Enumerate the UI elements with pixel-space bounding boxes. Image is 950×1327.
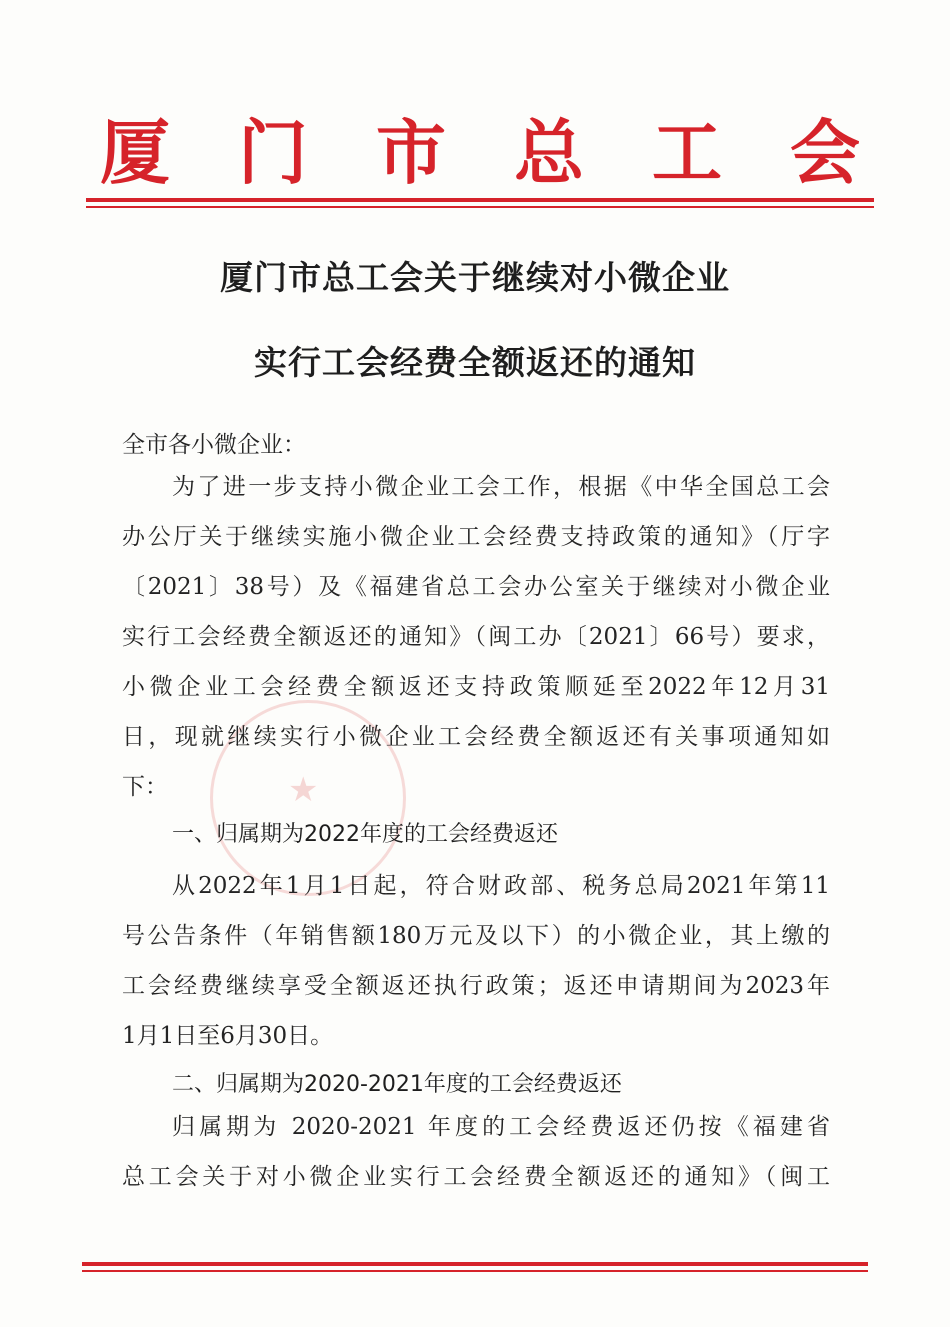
paragraph-line: 日，现就继续实行小微企业工会经费全额返还有关事项通知如 [122, 724, 830, 750]
paragraph-line: 总工会关于对小微企业实行工会经费全额返还的通知》（闽工 [122, 1164, 830, 1190]
paragraph-line: 实行工会经费全额返还的通知》（闽工办〔2021〕66号）要求， [122, 624, 830, 650]
letterhead-rule-thin [86, 206, 874, 208]
paragraph-line: 工会经费继续享受全额返还执行政策；返还申请期间为2023年 [122, 973, 830, 999]
footer-rule-thick [82, 1262, 868, 1266]
letterhead-char: 总 [514, 111, 584, 194]
paragraph-line: 办公厅关于继续实施小微企业工会经费支持政策的通知》（厅字 [122, 524, 830, 550]
paragraph-line: 从2022年1月1日起，符合财政部、税务总局2021年第11 [172, 873, 830, 899]
paragraph-line: 为了进一步支持小微企业工会工作，根据《中华全国总工会 [172, 474, 830, 500]
paragraph-line: 1月1日至6月30日。 [122, 1023, 334, 1049]
footer-rule-thin [82, 1270, 868, 1272]
letterhead-char: 会 [790, 111, 860, 194]
letterhead-char: 工 [652, 111, 722, 194]
letterhead-rule-thick [86, 198, 874, 202]
seal-star-icon: ★ [288, 770, 319, 810]
paragraph-line: 〔2021〕38号）及《福建省总工会办公室关于继续对小微企业 [122, 574, 830, 600]
letterhead-char: 门 [238, 111, 308, 194]
letterhead [80, 108, 880, 198]
document-title-line-1: 厦门市总工会关于继续对小微企业 [220, 258, 730, 297]
letterhead-char: 厦 [100, 111, 170, 194]
document-title-line-2: 实行工会经费全额返还的通知 [254, 343, 696, 382]
paragraph-line: 归属期为 2020-2021 年度的工会经费返还仍按《福建省 [172, 1114, 830, 1140]
section-heading-1: 一、归属期为2022年度的工会经费返还 [172, 822, 558, 847]
paragraph-line: 小微企业工会经费全额返还支持政策顺延至2022年12月31 [122, 674, 830, 700]
paragraph-line: 下： [122, 774, 168, 800]
salutation: 全市各小微企业： [122, 432, 306, 458]
section-heading-2: 二、归属期为2020-2021年度的工会经费返还 [172, 1072, 622, 1097]
paragraph-line: 号公告条件（年销售额180万元及以下）的小微企业，其上缴的 [122, 923, 830, 949]
letterhead-char: 市 [376, 111, 446, 194]
